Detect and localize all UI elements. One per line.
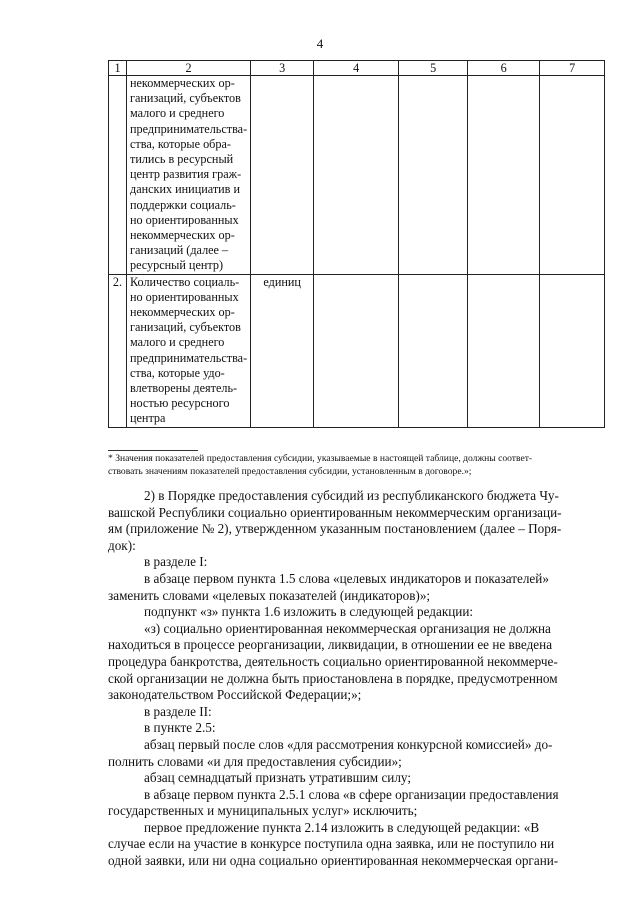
value-cell <box>468 76 540 275</box>
paragraph: 2) в Порядке предоставления субсидий из республиканского бюджета Чу- <box>144 488 559 503</box>
table-row <box>109 274 605 427</box>
value-cell <box>540 274 605 427</box>
header-cell: 5 <box>399 61 468 76</box>
page-number: 4 <box>316 36 324 51</box>
indicator-text: некоммерческих ор- ганизаций, субъектов малого и среднего предпринимательства- ства, которые обра- тились в ресурсный центр развития граж- данских инициатив и поддержки социаль- но ориентированных некоммерческих ор- ганизаций (далее – ресурсный центр) <box>130 76 248 273</box>
value-cell <box>468 274 540 427</box>
table-header-row <box>109 61 605 76</box>
value-cell <box>540 76 605 275</box>
footnote: * Значения показателей предоставления субсидии, указываемые в настоящей таблице, должны соответ- ствовать значениям показателей предоставления субсидии, установленным в договоре.»; <box>108 453 533 477</box>
row-number-cell <box>109 76 127 275</box>
header-cell: 6 <box>468 61 540 76</box>
paragraph: в разделе I: <box>144 554 208 570</box>
row-number-cell: 2. <box>109 274 127 427</box>
header-cell: 7 <box>540 61 605 76</box>
value-cell <box>314 76 399 275</box>
paragraph: абзац первый после слов «для рассмотрения конкурсной комиссией» до- <box>144 736 553 752</box>
paragraph: в разделе II: <box>144 703 212 719</box>
paragraph: полнить словами «и для предоставления субсидии»; <box>108 753 402 769</box>
paragraph: заменить словами «целевых показателей (индикаторов)»; <box>108 587 431 603</box>
indicators-table <box>108 60 605 428</box>
value-cell <box>399 274 468 427</box>
indicator-cell <box>127 274 251 427</box>
paragraph: подпункт «з» пункта 1.6 изложить в следующей редакции: <box>144 604 474 620</box>
paragraph: в абзаце первом пункта 2.5.1 слова «в сфере организации предоставления <box>144 786 559 802</box>
indicator-text: Количество социаль- но ориентированных некоммерческих ор- ганизаций, субъектов малого и среднего предпринимательства- ства, которые удо- влетворены деятель- ностью ресурсного центра <box>130 274 248 426</box>
header-cell: 4 <box>314 61 399 76</box>
paragraph: случае если на участие в конкурсе поступила одна заявка, или не поступило ни одной заявки, или ни одна социально ориентированная некоммерческая органи- <box>108 836 559 869</box>
header-cell: 3 <box>251 61 314 76</box>
paragraph: вашской Республики социально ориентированным некоммерческим организаци- ям (приложение № 2), утвержденном указанным постановлением (далее – Поря- док): <box>108 504 562 553</box>
unit-cell: единиц <box>251 274 314 427</box>
paragraph: государственных и муниципальных услуг» исключить; <box>108 803 418 819</box>
value-cell <box>399 76 468 275</box>
document-body <box>108 488 598 870</box>
footnote-divider <box>108 450 198 451</box>
table-row <box>109 76 605 275</box>
value-cell <box>314 274 399 427</box>
paragraph: в пункте 2.5: <box>144 720 216 736</box>
unit-cell <box>251 76 314 275</box>
paragraph: находиться в процессе реорганизации, ликвидации, в отношении ее не введена процедура банкротства, деятельность социально ориентированной некоммерче- ской организации не должна быть приостановлена в порядке, предусмотренном законодательством Российской Федерации;»; <box>108 637 558 703</box>
header-cell: 2 <box>127 61 251 76</box>
paragraph: первое предложение пункта 2.14 изложить в следующей редакции: «В <box>144 819 540 835</box>
paragraph: в абзаце первом пункта 1.5 слова «целевых индикаторов и показателей» <box>144 570 549 586</box>
header-cell: 1 <box>109 61 127 76</box>
paragraph: абзац семнадцатый признать утратившим силу; <box>144 770 412 786</box>
paragraph: «з) социально ориентированная некоммерческая организация не должна <box>144 620 551 636</box>
indicator-cell <box>127 76 251 275</box>
